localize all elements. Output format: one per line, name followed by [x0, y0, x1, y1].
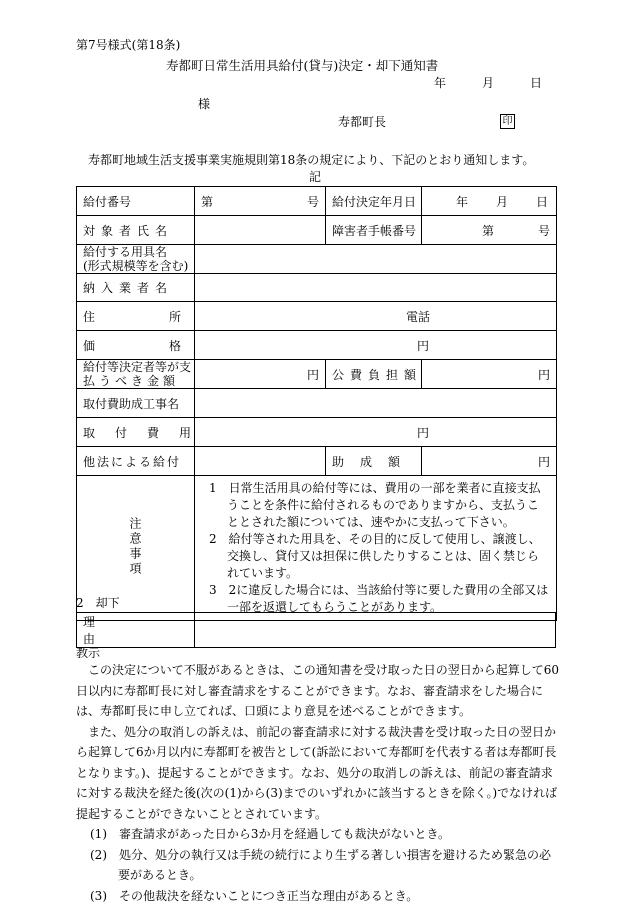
field-kohi[interactable] — [422, 360, 557, 389]
jusho-text: 住所 — [83, 309, 256, 324]
label-shiharai — [77, 360, 195, 389]
label-josei: 助成額 — [326, 447, 422, 476]
row-kakaku — [77, 331, 557, 360]
label-yogu — [77, 245, 195, 274]
row-shiharai — [77, 360, 557, 389]
label-kakaku: 価格 — [77, 331, 195, 360]
date-month: 月 — [482, 76, 495, 90]
row-taishosha — [77, 216, 557, 245]
label-torituke-josei: 取付費助成工事名 — [77, 389, 195, 418]
paragraph-1: この決定について不服があるときは、この通知書を受け取った日の翌日から起算して60日以内に寿都町長に対し審査請求をすることができます。なお、審査請求をした場合には、寿都町長に申し立てれば、口頭により意見を述べることができます。 — [76, 663, 560, 718]
row-gyosha — [77, 274, 557, 302]
reject-heading: 2 却下 — [76, 596, 120, 610]
field-kakaku[interactable] — [195, 331, 557, 360]
hi-text: 日 — [535, 194, 548, 209]
field-techo[interactable] — [422, 216, 557, 245]
row-yogu — [77, 245, 557, 274]
field-kettei-date[interactable] — [422, 187, 557, 216]
form-number: 第7号様式(第18条) — [76, 38, 181, 52]
issuer-name: 寿都町長 — [338, 115, 387, 129]
go-text: 号 — [306, 194, 319, 209]
shiharai-line1: 給付等決定者等が支 — [83, 360, 192, 374]
yogu-line1: 給付する用具名 — [83, 245, 168, 259]
list-item: (3) その他裁決を経ないことにつき正当な理由があるとき。 — [90, 888, 419, 903]
label-techo: 障害者手帳番号 — [326, 216, 422, 245]
field-taishosha[interactable] — [195, 216, 326, 245]
label-taho: 他法による給付 — [77, 447, 195, 476]
denwa-text: 電話 — [406, 309, 431, 324]
label-jusho — [77, 302, 256, 331]
yogu-line2: (形式規模等を含む) — [83, 259, 189, 273]
en-text: 円 — [306, 367, 319, 382]
row-kyufu-bango — [77, 187, 557, 216]
kyoji-heading: 教示 — [76, 646, 101, 660]
label-kettei-date: 給付決定年月日 — [326, 187, 422, 216]
addressee-suffix: 様 — [198, 97, 211, 111]
notes-content — [195, 476, 557, 621]
shiharai-line2: 払うべき金額 — [83, 374, 180, 388]
row-jusho — [77, 302, 557, 331]
label-gyosha: 納入業者名 — [77, 274, 195, 302]
en-text: 円 — [537, 367, 550, 382]
field-taho[interactable] — [195, 447, 326, 476]
label-torituke-hi: 取付費用 — [77, 418, 195, 447]
instruction-body — [76, 660, 560, 906]
field-torituke-josei[interactable] — [195, 389, 557, 418]
date-year: 年 — [434, 76, 447, 90]
label-text: 給付番号 — [83, 194, 132, 209]
intro-text: 寿都町地域生活支援事業実施規則第18条の規定により、下記のとおり通知します。 — [88, 153, 535, 167]
label-kyufu-bango — [77, 187, 195, 216]
nen-text: 年 — [455, 194, 468, 209]
decision-form-table — [76, 186, 557, 621]
seal-mark — [500, 113, 515, 129]
label-reject-reason: 理由 — [77, 613, 195, 648]
field-reject-reason[interactable] — [195, 613, 556, 648]
go-text: 号 — [537, 223, 550, 238]
note-item: 3 2に違反した場合には、当該給付等に要した費用の全部又は一部を返還してもらうことがあります。 — [209, 583, 549, 614]
en-text: 円 — [417, 425, 430, 440]
date-day: 日 — [530, 76, 543, 90]
ki-mark: 記 — [309, 170, 322, 184]
tsuki-text: 月 — [495, 194, 508, 209]
note-item: 1 日常生活用具の給付等には、費用の一部を業者に直接支払うことを条件に給付されるものでありますから、支払うこととされた額については、速やかに支払って下さい。 — [209, 481, 541, 529]
field-shiharai[interactable] — [195, 360, 326, 389]
field-yogu[interactable] — [195, 245, 557, 274]
seal-text: 印 — [500, 114, 515, 129]
notes-label: 注意事項 — [128, 516, 142, 577]
dai-text: 第 — [481, 223, 494, 238]
paragraph-2: また、処分の取消しの訴えは、前記の審査請求に対する裁決書を受け取った日の翌日から起算して6か月以内に寿都町を被告として(訴訟において寿都町を代表する者は寿都町長となります。)、提起することができます。なお、処分の取消しの訴えは、前記の審査請求に対する裁決を経た後(次の(1)から(3)までのいずれかに該当するときを除く。)でなければ提起することができないこととされています。 — [76, 724, 558, 821]
row-reject-reason — [77, 613, 556, 648]
row-torituke-hi — [77, 418, 557, 447]
en-text: 円 — [537, 454, 550, 469]
row-torituke-josei — [77, 389, 557, 418]
list-item: (2) 処分、処分の執行又は手続の続行により生ずる著しい損害を避けるため緊急の必要があるとき。 — [90, 847, 552, 882]
label-taishosha: 対象者氏名 — [77, 216, 195, 245]
note-item: 2 給付等された用具を、その目的に反して使用し、譲渡し、交換し、貸付又は担保に供したりすることは、固く禁じられています。 — [209, 532, 541, 580]
document-title: 寿都町日常生活用具給付(貸与)決定・却下通知書 — [166, 58, 439, 73]
field-torituke-hi[interactable] — [195, 418, 557, 447]
field-kyufu-bango[interactable] — [195, 187, 326, 216]
reject-table — [76, 612, 556, 648]
label-kohi: 公費負担額 — [326, 360, 422, 389]
row-taho — [77, 447, 557, 476]
field-gyosha[interactable] — [195, 274, 557, 302]
dai-text: 第 — [201, 194, 214, 209]
field-josei[interactable] — [422, 447, 557, 476]
row-notes — [77, 476, 557, 621]
en-text: 円 — [417, 338, 430, 353]
list-item: (1) 審査請求があった日から3か月を経過しても裁決がないとき。 — [90, 827, 451, 841]
field-jusho[interactable] — [195, 302, 557, 331]
